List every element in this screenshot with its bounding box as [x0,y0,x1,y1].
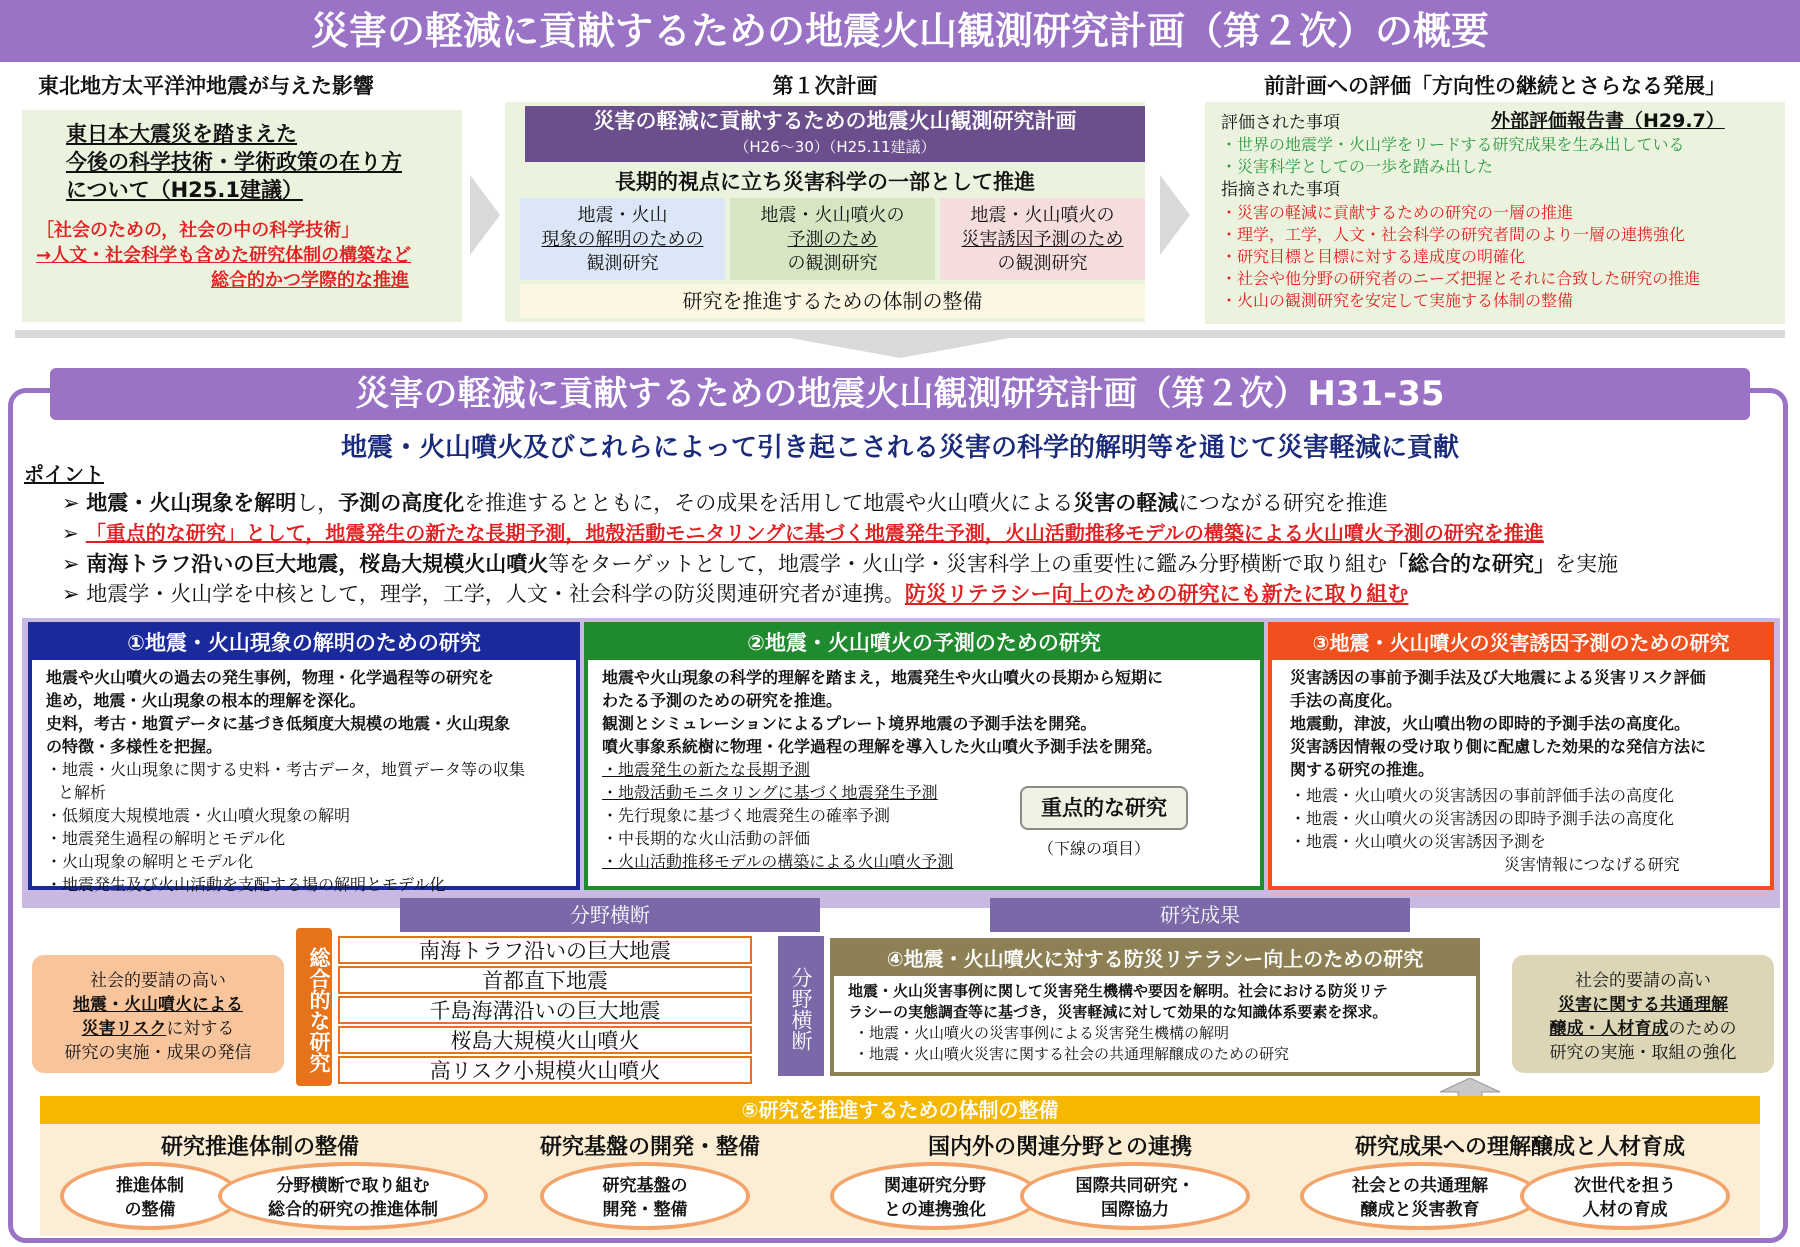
left-box [22,110,462,322]
plan1-box3-l2: 災害誘因予測のため [961,229,1124,250]
panel-3-item: 災害情報につなげる研究 [1504,855,1680,874]
panel-2-item: ・火山活動推移モデルの構築による火山噴火予測 [602,852,954,871]
social-left [32,955,284,1073]
panel-2-line: わたる予測のための研究を推進。 [602,691,843,710]
plan1-box1-l2: 現象の解明のための [541,229,704,250]
key-research-badge: 重点的な研究 [1020,786,1188,830]
point-1c: 予測の高度化 [338,491,465,515]
oval-item [1300,1162,1540,1230]
point-3b: 等をターゲットとして，地震学・火山学・災害科学上の重要性に鑑み分野横断で取り組む [548,552,1388,576]
point-2-text: 「重点的な研究」として，地震発生の新たな長期予測，地殻活動モニタリングに基づく地震発生予測，火山活動推移モデルの構築による火山噴火予測の研究を推進 [85,521,1544,545]
plan1-box1-l3: 観測研究 [586,253,659,274]
social-left-l3b: に対する [166,1019,235,1039]
social-right-l1: 社会的要請の高い [1575,971,1711,991]
social-right-l2: 災害に関する共通理解 [1558,995,1728,1015]
oval-l2: の整備 [124,1200,176,1220]
oval-l2: 開発・整備 [602,1200,688,1220]
panel-2-item: ・中長期的な火山活動の評価 [602,829,811,848]
social-right-l3b: のための [1668,1019,1737,1039]
plan1-box3 [940,198,1145,280]
target-item: 首都直下地震 [338,966,752,994]
oval-l2: 国際協力 [1101,1200,1169,1220]
point-1b: し， [296,491,339,515]
point-3a: 南海トラフ沿いの巨大地震，桜島大規模火山噴火 [86,552,549,576]
target-list [338,936,752,1084]
oval-l1: 分野横断で取り組む [276,1176,430,1196]
panel-3-title: ③地震・火山噴火の災害誘因予測のための研究 [1272,626,1770,660]
plan2-title: 災害の軽減に貢献するための地震火山観測研究計画（第２次）H31-35 [50,368,1750,420]
oval-l1: 社会との共通理解 [1352,1176,1488,1196]
panel-3-line: 災害誘因の事前予測手法及び大地震による災害リスク評価 [1290,668,1706,687]
social-left-l1: 社会的要請の高い [90,971,226,991]
comprehensive-label: 総合的な研究 [296,928,332,1086]
cat-1: 研究推進体制の整備 [160,1135,359,1160]
point-3c: 「総合的な研究」 [1387,552,1556,576]
left-red1: ［社会のための，社会の中の科学技術」 [36,220,360,241]
panel-4-line: ラシーの実態調査等に基づき，災害軽減に対して効果的な知識体系要素を探求。 [848,1003,1388,1021]
panel-1-item: ・低頻度大規模地震・火山噴火現象の解明 [46,806,351,825]
left-box-line1: 東日本大震災を踏まえた [66,122,297,146]
panel-5-title: ⑤研究を推進するための体制の整備 [40,1096,1760,1124]
panel-1-title: ①地震・火山現象の解明のための研究 [32,626,576,660]
point-1: ➢ 地震・火山現象を解明し，予測の高度化を推進するとともに，その成果を活用して地震や火山噴火による災害の軽減につながる研究を推進 [62,491,1388,515]
social-right-l3: 醸成・人材育成 [1549,1019,1669,1039]
right-red-4: ・社会や他分野の研究者のニーズ把握とそれに合致した研究の推進 [1221,269,1701,288]
right-red-2: ・理学，工学，人文・社会科学の研究者間のより一層の連携強化 [1221,225,1686,244]
panel-4-item: ・地震・火山噴火災害に関する社会の共通理解醸成のための研究 [854,1045,1290,1063]
panel-4-title: ④地震・火山噴火に対する防災リテラシー向上のための研究 [834,942,1476,976]
panel-3-item: ・地震・火山噴火の災害誘因の即時予測手法の高度化 [1290,809,1675,828]
plan1-title: 災害の軽減に貢献するための地震火山観測研究計画 [593,109,1077,133]
oval-l2: 醸成と災害教育 [1360,1200,1480,1220]
page-title: 災害の軽減に貢献するための地震火山観測研究計画（第２次）の概要 [0,0,1800,62]
down-arrow [790,338,1010,358]
target-item: 桜島大規模火山噴火 [338,1026,752,1054]
social-left-l4: 研究の実施・成果の発信 [64,1043,252,1063]
panel-2-item: ・地殻活動モニタリングに基づく地震発生予測 [602,783,938,802]
research-results-arrow: 研究成果 [990,898,1410,932]
plan1-box2-l3: の観測研究 [787,253,878,274]
point-1d: を推進するとともに，その成果を活用して地震や火山噴火による [464,491,1074,515]
panel-2-item: ・地震発生の新たな長期予測 [602,760,811,779]
cat-2: 研究基盤の開発・整備 [539,1135,760,1160]
plan1-box1-l1: 地震・火山 [577,205,668,226]
social-left-l3: 災害リスク [81,1019,167,1039]
left-box-line3: について（H25.1建議） [66,178,303,202]
panel-3-item: ・地震・火山噴火の災害誘因予測を [1290,832,1547,851]
right-evaluated: 評価された事項 [1221,113,1340,133]
oval-item [830,1162,1040,1230]
panel-1-item: と解析 [58,783,107,802]
left-box-line2: 今後の科学技術・学術政策の在り方 [66,150,402,174]
panel-1 [28,622,580,894]
right-report: 外部評価報告書（H29.7） [1491,110,1725,132]
plan2-subtitle: 地震・火山噴火及びこれらによって引き起こされる災害の科学的解明等を通じて災害軽減に貢献 [340,433,1459,463]
right-box [1205,102,1785,324]
cat-4: 研究成果への理解醸成と人材育成 [1354,1135,1685,1160]
oval-item [60,1162,240,1230]
panel-1-line: 進め，地震・火山現象の根本的理解を深化。 [46,691,366,710]
right-red-1: ・災害の軽減に貢献するための研究の一層の推進 [1221,203,1574,222]
plan1-box1 [520,198,725,280]
plan1-box2 [730,198,935,280]
plan1-box2-l1: 地震・火山噴火の [760,205,905,226]
right-red-3: ・研究目標と目標に対する達成度の明確化 [1221,247,1526,266]
oval-l1: 次世代を担う [1574,1176,1676,1196]
panel-3 [1268,622,1774,890]
oval-l2: 人材の育成 [1582,1200,1668,1220]
plan1-system: 研究を推進するための体制の整備 [520,284,1145,318]
panel-3-line: 災害誘因情報の受け取り側に配慮した効果的な発信方法に [1290,737,1707,756]
point-1f: につながる研究を推進 [1178,491,1388,515]
oval-item [1020,1162,1250,1230]
arrow-left-to-center [470,175,500,255]
plan1-box3-l1: 地震・火山噴火の [970,205,1115,226]
panel-4 [830,938,1480,1076]
point-2: ➢ 「重点的な研究」として，地震発生の新たな長期予測，地殻活動モニタリングに基づく地震発生予測，火山活動推移モデルの構築による火山噴火予測の研究を推進 [62,521,1544,545]
plan1-box3-l3: の観測研究 [997,253,1088,274]
plan1-subtitle: （H26～30）（H25.11建議） [734,138,936,156]
right-green-1: ・世界の地震学・火山学をリードする研究成果を生み出している [1221,135,1685,154]
panel-1-line: 地震や火山噴火の過去の発生事例，物理・化学過程等の研究を [46,668,495,687]
key-research-note: （下線の項目） [1038,839,1151,858]
target-item: 高リスク小規模火山噴火 [338,1056,752,1084]
social-right-l4: 研究の実施・取組の強化 [1549,1043,1737,1063]
target-item: 南海トラフ沿いの巨大地震 [338,936,752,964]
panel-3-line: 関する研究の推進。 [1290,760,1435,779]
panel-1-item: ・火山現象の解明とモデル化 [46,852,254,871]
oval-l1: 国際共同研究・ [1075,1176,1195,1196]
panel-2 [584,622,1264,890]
right-red-5: ・火山の観測研究を安定して実施する体制の整備 [1221,291,1574,310]
panel-2-item: ・先行現象に基づく地震発生の確率予測 [602,806,891,825]
oval-l1: 関連研究分野 [884,1176,986,1196]
panel-1-item: ・地震発生及び火山活動を支配する場の解明とモデル化 [46,875,446,894]
oval-item [218,1162,488,1230]
separator-bar [15,330,1785,338]
right-pointed: 指摘された事項 [1221,180,1340,200]
left-heading: 東北地方太平洋沖地震が与えた影響 [38,74,374,98]
panel-2-line: 噴火事象系統樹に物理・化学過程の理解を導入した火山噴火予測手法を開発。 [602,737,1163,756]
social-left-l2: 地震・火山噴火による [73,995,243,1015]
panel-4-line: 地震・火山災害事例に関して災害発生機構や要因を解明。社会における防災リテ [848,982,1388,1000]
panel-2-line: 地震や火山現象の科学的理解を踏まえ，地震発生や火山噴火の長期から短期に [602,668,1163,687]
point-4: ➢ 地震学・火山学を中核として，理学，工学，人文・社会科学の防災関連研究者が連携。防災リテラシー向上のための研究にも新たに取り組む [62,582,1409,606]
plan1-title-bar [525,106,1145,162]
plan1-box2-l2: 予測のため [787,229,878,250]
panel-2-title: ②地震・火山噴火の予測のための研究 [588,626,1260,660]
right-heading: 前計画への評価「方向性の継続とさらなる発展」 [1264,74,1726,98]
point-4a: 地震学・火山学を中核として，理学，工学，人文・社会科学の防災関連研究者が連携。 [86,582,905,606]
plan1-long-term: 長期的視点に立ち災害科学の一部として推進 [615,170,1035,194]
arrow-center-to-right [1160,175,1190,255]
panel-3-line: 手法の高度化。 [1290,691,1403,710]
panel-2-line: 観測とシミュレーションによるプレート境界地震の予測手法を開発。 [602,714,1097,733]
left-red2: →人文・社会科学も含めた研究体制の構築など [36,245,412,266]
point-3: ➢ 南海トラフ沿いの巨大地震，桜島大規模火山噴火等をターゲットとして，地震学・火山学・災害科学上の重要性に鑑み分野横断で取り組む「総合的な研究」を実施 [62,552,1619,576]
social-right [1512,955,1774,1073]
oval-l1: 推進体制 [116,1176,184,1196]
panel-1-item: ・地震・火山現象に関する史料・考古データ，地質データ等の収集 [46,760,526,779]
left-red3: 総合的かつ学際的な推進 [211,270,409,291]
panel-4-item: ・地震・火山噴火の災害事例による災害発生機構の解明 [854,1024,1230,1042]
panel-3-line: 地震動，津波，火山噴出物の即時的予測手法の高度化。 [1290,714,1691,733]
panel-3-item: ・地震・火山噴火の災害誘因の事前評価手法の高度化 [1290,786,1675,805]
oval-item [1520,1162,1730,1230]
oval-item [540,1162,750,1230]
point-1a: 地震・火山現象を解明 [86,491,297,515]
point-3d: を実施 [1555,552,1619,576]
oval-l1: 研究基盤の [602,1176,688,1196]
panel-1-line: の特徴・多様性を把握。 [46,737,223,756]
panel-1-item: ・地震発生過程の解明とモデル化 [46,829,286,848]
right-green-2: ・災害科学としての一歩を踏み出した [1221,157,1494,176]
target-item: 千島海溝沿いの巨大地震 [338,996,752,1024]
cross-field-vertical: 分野横断 [778,936,824,1076]
point-1e: 災害の軽減 [1073,491,1179,515]
point-4b: 防災リテラシー向上のための研究にも新たに取り組む [904,582,1409,606]
center-heading: 第１次計画 [772,74,878,98]
oval-l2: 総合的研究の推進体制 [268,1200,438,1220]
cross-field-arrow: 分野横断 [400,898,820,932]
oval-l2: との連携強化 [884,1200,986,1220]
cat-3: 国内外の関連分野との連携 [927,1135,1192,1160]
panel-1-line: 史料，考古・地質データに基づき低頻度大規模の地震・火山現象 [46,714,511,733]
point-label: ポイント [24,462,104,486]
